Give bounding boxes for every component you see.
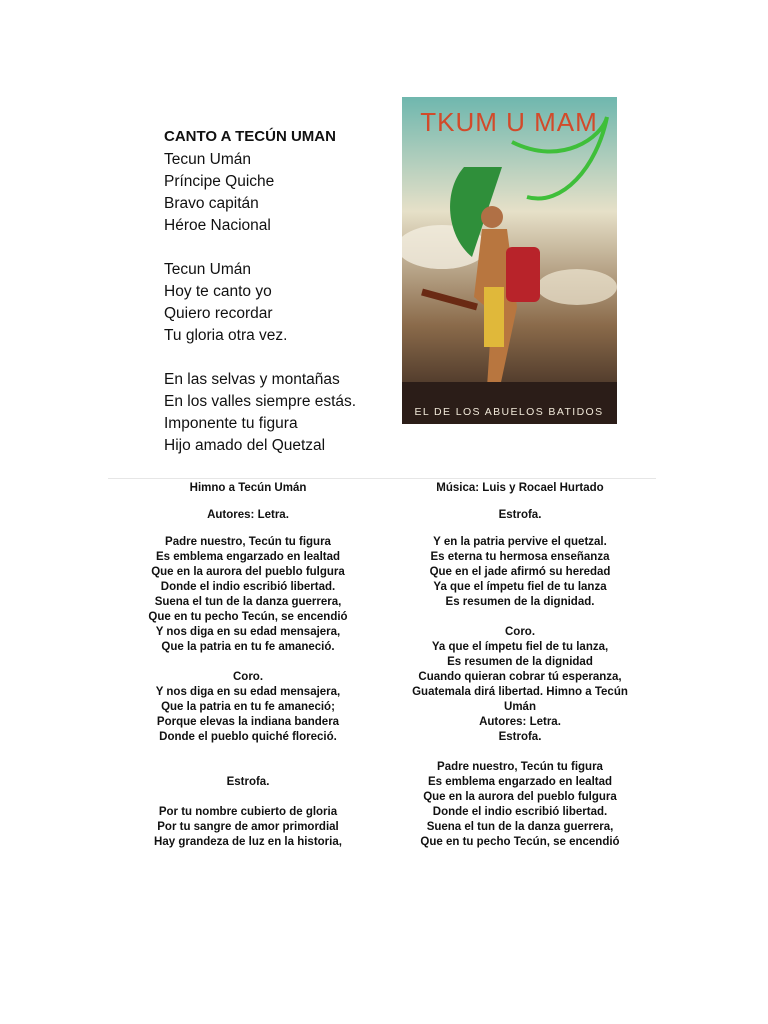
hymn-line: Porque elevas la indiana bandera xyxy=(156,716,340,728)
hymn-music-credit: Música: Luis y Rocael Hurtado xyxy=(436,482,604,494)
canto-line: Hoy te canto yo xyxy=(164,283,272,300)
poster-caption: EL DE LOS ABUELOS BATIDOS xyxy=(414,406,604,418)
hymn-stanza xyxy=(398,760,642,850)
hymn-line: Donde el indio escribió libertad. xyxy=(160,581,336,593)
hymn-title: Himno a Tecún Umán xyxy=(189,482,307,494)
hymn-line: Umán xyxy=(504,701,536,713)
hymn-line: Suena el tun de la danza guerrera, xyxy=(426,821,614,833)
hymn-line: Cuando quieran cobrar tú esperanza, xyxy=(418,671,622,683)
canto-section xyxy=(164,128,384,479)
hymn-line: Es resumen de la dignidad. xyxy=(445,596,595,608)
canto-stanza xyxy=(164,369,384,457)
hymn-line: Padre nuestro, Tecún tu figura xyxy=(165,536,331,548)
hymn-line: Que en el jade afirmó su heredad xyxy=(429,566,611,578)
hymn-line: Es emblema engarzado en lealtad xyxy=(155,551,341,563)
hymn-coro xyxy=(398,625,642,745)
canto-line: Bravo capitán xyxy=(164,195,259,212)
hymn-line: Que la patria en tu fe amaneció; xyxy=(161,701,335,713)
hymn-line: Ya que el ímpetu fiel de tu lanza xyxy=(433,581,607,593)
poster-cloud xyxy=(537,269,617,305)
canto-stanza xyxy=(164,259,384,347)
hymn-line: Y nos diga en su edad mensajera, xyxy=(155,686,341,698)
estrofa-label: Estrofa. xyxy=(226,776,270,788)
hymn-line: Que en la aurora del pueblo fulgura xyxy=(151,566,345,578)
warrior-skirt xyxy=(484,287,504,347)
hymn-line: Por tu nombre cubierto de gloria xyxy=(158,806,338,818)
section-divider xyxy=(108,478,656,479)
poster-title: TKUM U MAM xyxy=(420,107,598,137)
hymn-line: Padre nuestro, Tecún tu figura xyxy=(437,761,603,773)
warrior-shield xyxy=(506,247,540,302)
canto-stanza xyxy=(164,149,384,237)
hymn-line: Es eterna tu hermosa enseñanza xyxy=(430,551,610,563)
canto-line: Tu gloria otra vez. xyxy=(164,327,288,344)
warrior-head xyxy=(481,206,503,228)
canto-line: Tecun Umán xyxy=(164,151,252,168)
hymn-authors: Autores: Letra. xyxy=(207,509,289,521)
hymn-line: Guatemala dirá libertad. Himno a Tecún xyxy=(412,686,628,698)
canto-line: Imponente tu figura xyxy=(164,415,298,432)
hymn-line: Estrofa. xyxy=(498,731,542,743)
hymn-line: Es emblema engarzado en lealtad xyxy=(427,776,613,788)
hymn-line: Es resumen de la dignidad xyxy=(447,656,593,668)
hymn-line: Que en tu pecho Tecún, se encendió xyxy=(148,611,348,623)
hymn-line: Hay grandeza de luz en la historia, xyxy=(154,836,342,848)
coro-label: Coro. xyxy=(232,671,264,683)
hymn-line: Que en la aurora del pueblo fulgura xyxy=(423,791,617,803)
hymn-line: Por tu sangre de amor primordial xyxy=(157,821,339,833)
hymn-line: Y nos diga en su edad mensajera, xyxy=(155,626,341,638)
canto-line: Tecun Umán xyxy=(164,261,252,278)
hymn-line: Y en la patria pervive el quetzal. xyxy=(433,536,607,548)
hymn-line: Donde el indio escribió libertad. xyxy=(432,806,608,818)
hymn-stanza xyxy=(128,535,368,655)
hymn-line: Ya que el ímpetu fiel de tu lanza, xyxy=(431,641,609,653)
hymn-line: Donde el pueblo quiché floreció. xyxy=(159,731,337,743)
hymn-estrofa xyxy=(128,805,368,850)
canto-line: En los valles siempre estás. xyxy=(164,393,357,410)
hymn-line: Suena el tun de la danza guerrera, xyxy=(154,596,342,608)
hymn-coro xyxy=(128,670,368,745)
hymn-left-column xyxy=(128,481,368,865)
hymn-line: Autores: Letra. xyxy=(479,716,561,728)
hymn-line: Que en tu pecho Tecún, se encendió xyxy=(420,836,620,848)
canto-title: CANTO A TECÚN UMAN xyxy=(164,128,336,145)
coro-label: Coro. xyxy=(504,626,536,638)
canto-line: Hijo amado del Quetzal xyxy=(164,437,326,454)
hymn-estrofa-label-block xyxy=(128,775,368,790)
canto-line: En las selvas y montañas xyxy=(164,371,340,388)
canto-line: Héroe Nacional xyxy=(164,217,271,234)
canto-line: Príncipe Quiche xyxy=(164,173,275,190)
hymn-right-column xyxy=(398,481,642,865)
estrofa-label: Estrofa. xyxy=(498,509,542,521)
canto-line: Quiero recordar xyxy=(164,305,273,322)
hymn-line: Que la patria en tu fe amaneció. xyxy=(161,641,335,653)
poster-image xyxy=(402,97,617,424)
hymn-estrofa xyxy=(398,535,642,610)
